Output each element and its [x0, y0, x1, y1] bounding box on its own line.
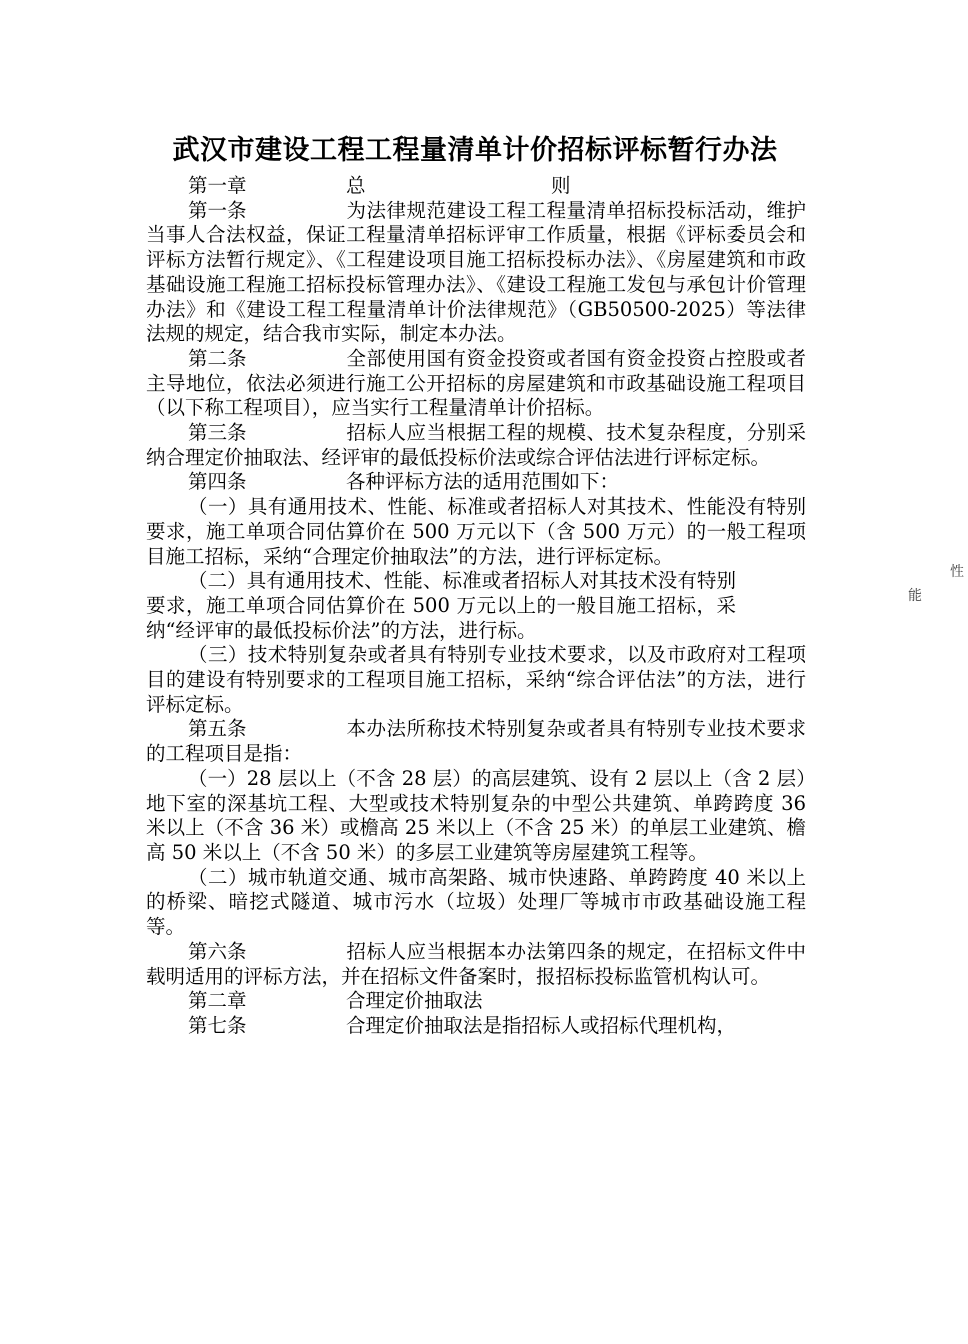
article-1-text: 为法律规范建设工程工程量清单招标投标活动，维护当事人合法权益，保证工程量清单招标评审工作质量，根据《评标委员会和评标方法暂行规定》、《工程建设项目施工招标投标办法》、《房屋建筑和市政基础设施工程施工招标投标管理办法》、《建设工程施工发包与承包计价管理办法》和《建设工程工程量清单计价法律规范》（GB50500-2025）等法律法规的规定，结合我市实际，制定本办法。: [146, 198, 806, 346]
article-4-label: 第四条: [188, 470, 247, 494]
article-7: [146, 1014, 806, 1039]
article-5-item-1: （一）28 层以上（不含 28 层）的高层建筑、设有 2 层以上（含 2 层）地下室的深基坑工程、大型或技术特别复杂的中型公共建筑、单跨跨度 36 米以上（不含 36 米）或檐高 25 米以上（不含 25 米）的单层工业建筑、檐高 50 米以上（不含 50 米）的多层工业建筑等房屋建筑工程等。: [146, 766, 806, 864]
chapter-2-heading: [146, 989, 806, 1014]
article-2: [146, 347, 806, 421]
article-5-label: 第五条: [188, 717, 247, 741]
article-6: [146, 940, 806, 989]
article-3-text: 招标人应当根据工程的规模、技术复杂程度，分别采纳合理定价抽取法、经评审的最低投标价法或综合评估法进行评标定标。: [146, 421, 806, 469]
chapter-1-label: 第一章: [188, 174, 247, 197]
article-7-label: 第七条: [188, 1013, 247, 1037]
article-7-text: 合理定价抽取法是指招标人或招标代理机构，: [346, 1013, 737, 1037]
chapter-1-name-char-2: 则: [551, 174, 571, 197]
article-4-item-1: （一）具有通用技术、性能、标准或者招标人对其技术、性能没有特别要求，施工单项合同估算价在 500 万元以下（含 500 万元）的一般工程项目施工招标，采纳“合理定价抽取法”的方法，进行评标定标。: [146, 495, 806, 568]
chapter-2-name: 合理定价抽取法: [346, 989, 483, 1013]
article-1-label: 第一条: [188, 198, 247, 222]
article-2-label: 第二条: [188, 346, 247, 370]
article-6-text: 招标人应当根据本办法第四条的规定，在招标文件中载明适用的评标方法，并在招标文件备案时，报招标投标监管机构认可。: [146, 939, 806, 988]
article-4-text: 各种评标方法的适用范围如下：: [346, 470, 620, 494]
article-4-item-2: [146, 564, 968, 643]
article-4-item-2-artifact: 性能: [908, 564, 968, 605]
article-4-item-2-text: （二）具有通用技术、性能、标准或者招标人对其技术没有特别要求，施工单项合同估算价在 500 万元以上的一般目施工招标，采纳“经评审的最低投标价法”的方法，进行标。: [146, 569, 736, 642]
article-5-item-2: （二）城市轨道交通、城市高架路、城市快速路、单跨跨度 40 米以上的桥梁、暗挖式隧道、城市污水（垃圾）处理厂等城市市政基础设施工程等。: [146, 865, 806, 939]
chapter-1-name-char-1: 总: [346, 174, 366, 197]
article-5: [146, 717, 806, 766]
article-4-item-3: （三）技术特别复杂或者具有特别专业技术要求，以及市政府对工程项目的建设有特别要求的工程项目施工招标，采纳“综合评估法”的方法，进行评标定标。: [146, 643, 806, 716]
article-4: [146, 470, 806, 495]
article-3: [146, 421, 806, 470]
document-title: 武汉市建设工程工程量清单计价招标评标暂行办法: [172, 135, 778, 166]
chapter-1-heading: [146, 174, 806, 199]
article-2-text: 全部使用国有资金投资或者国有资金投资占控股或者主导地位，依法必须进行施工公开招标的房屋建筑和市政基础设施工程项目（以下称工程项目），应当实行工程量清单计价招标。: [146, 346, 806, 420]
article-6-label: 第六条: [188, 939, 247, 963]
article-3-label: 第三条: [188, 421, 247, 445]
document-body: [146, 174, 968, 1039]
article-5-text: 本办法所称技术特别复杂或者具有特别专业技术要求的工程项目是指：: [146, 717, 806, 766]
chapter-2-label: 第二章: [188, 989, 247, 1013]
article-1: [146, 199, 806, 347]
chapter-1-name: [346, 174, 586, 199]
